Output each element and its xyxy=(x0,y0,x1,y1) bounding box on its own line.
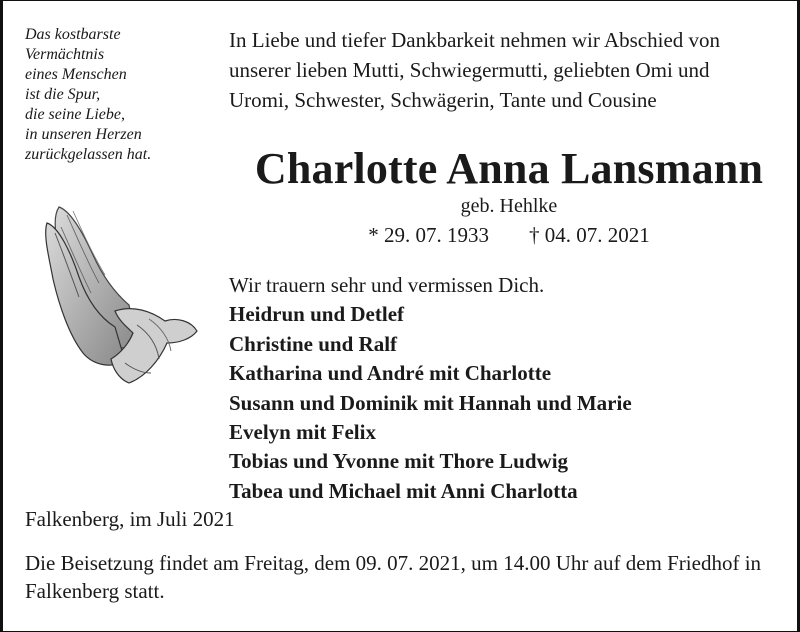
intro-line: unserer lieben Mutti, Schwiegermutti, geliebten Omi und xyxy=(229,58,710,82)
quote-line: ist die Spur, xyxy=(25,86,101,103)
birth-date: * 29. 07. 1933 xyxy=(368,223,489,247)
mourner-family: Evelyn mit Felix xyxy=(229,420,376,445)
intro-line: In Liebe und tiefer Dankbarkeit nehmen wir Abschied von xyxy=(229,28,721,52)
mourner-family: Susann und Dominik mit Hannah und Marie xyxy=(229,390,632,415)
deceased-name: Charlotte Anna Lansmann xyxy=(254,144,764,193)
praying-hands-icon xyxy=(41,193,201,389)
mourners-list xyxy=(229,271,789,506)
mourner-family: Christine und Ralf xyxy=(229,331,398,356)
quote-line: eines Menschen xyxy=(25,66,127,83)
maiden-name: geb. Hehlke xyxy=(460,195,558,217)
mourning-statement: Wir trauern sehr und vermissen Dich. xyxy=(229,273,545,297)
quote-line: Vermächtnis xyxy=(25,46,105,63)
mourner-family: Tobias und Yvonne mit Thore Ludwig xyxy=(229,449,569,474)
mourner-family: Heidrun und Detlef xyxy=(229,302,405,327)
quote-line: die seine Liebe, xyxy=(25,106,125,123)
intro-line: Uromi, Schwester, Schwägerin, Tante und Cousine xyxy=(229,88,657,112)
death-date: † 04. 07. 2021 xyxy=(529,223,650,247)
quote-line: in unseren Herzen xyxy=(25,126,142,143)
mourner-family: Katharina und André mit Charlotte xyxy=(229,361,552,386)
memorial-quote xyxy=(25,25,205,165)
quote-line: zurückgelassen hat. xyxy=(25,146,152,163)
intro-text xyxy=(229,25,789,115)
funeral-notice: Die Beisetzung findet am Freitag, dem 09. 07. 2021, um 14.00 Uhr auf dem Friedhof in Falkenberg statt. xyxy=(25,551,762,603)
quote-line: Das kostbarste xyxy=(25,26,121,43)
mourner-family: Tabea und Michael mit Anni Charlotta xyxy=(229,478,578,503)
life-dates xyxy=(229,221,789,249)
place-and-date: Falkenberg, im Juli 2021 xyxy=(25,507,235,531)
